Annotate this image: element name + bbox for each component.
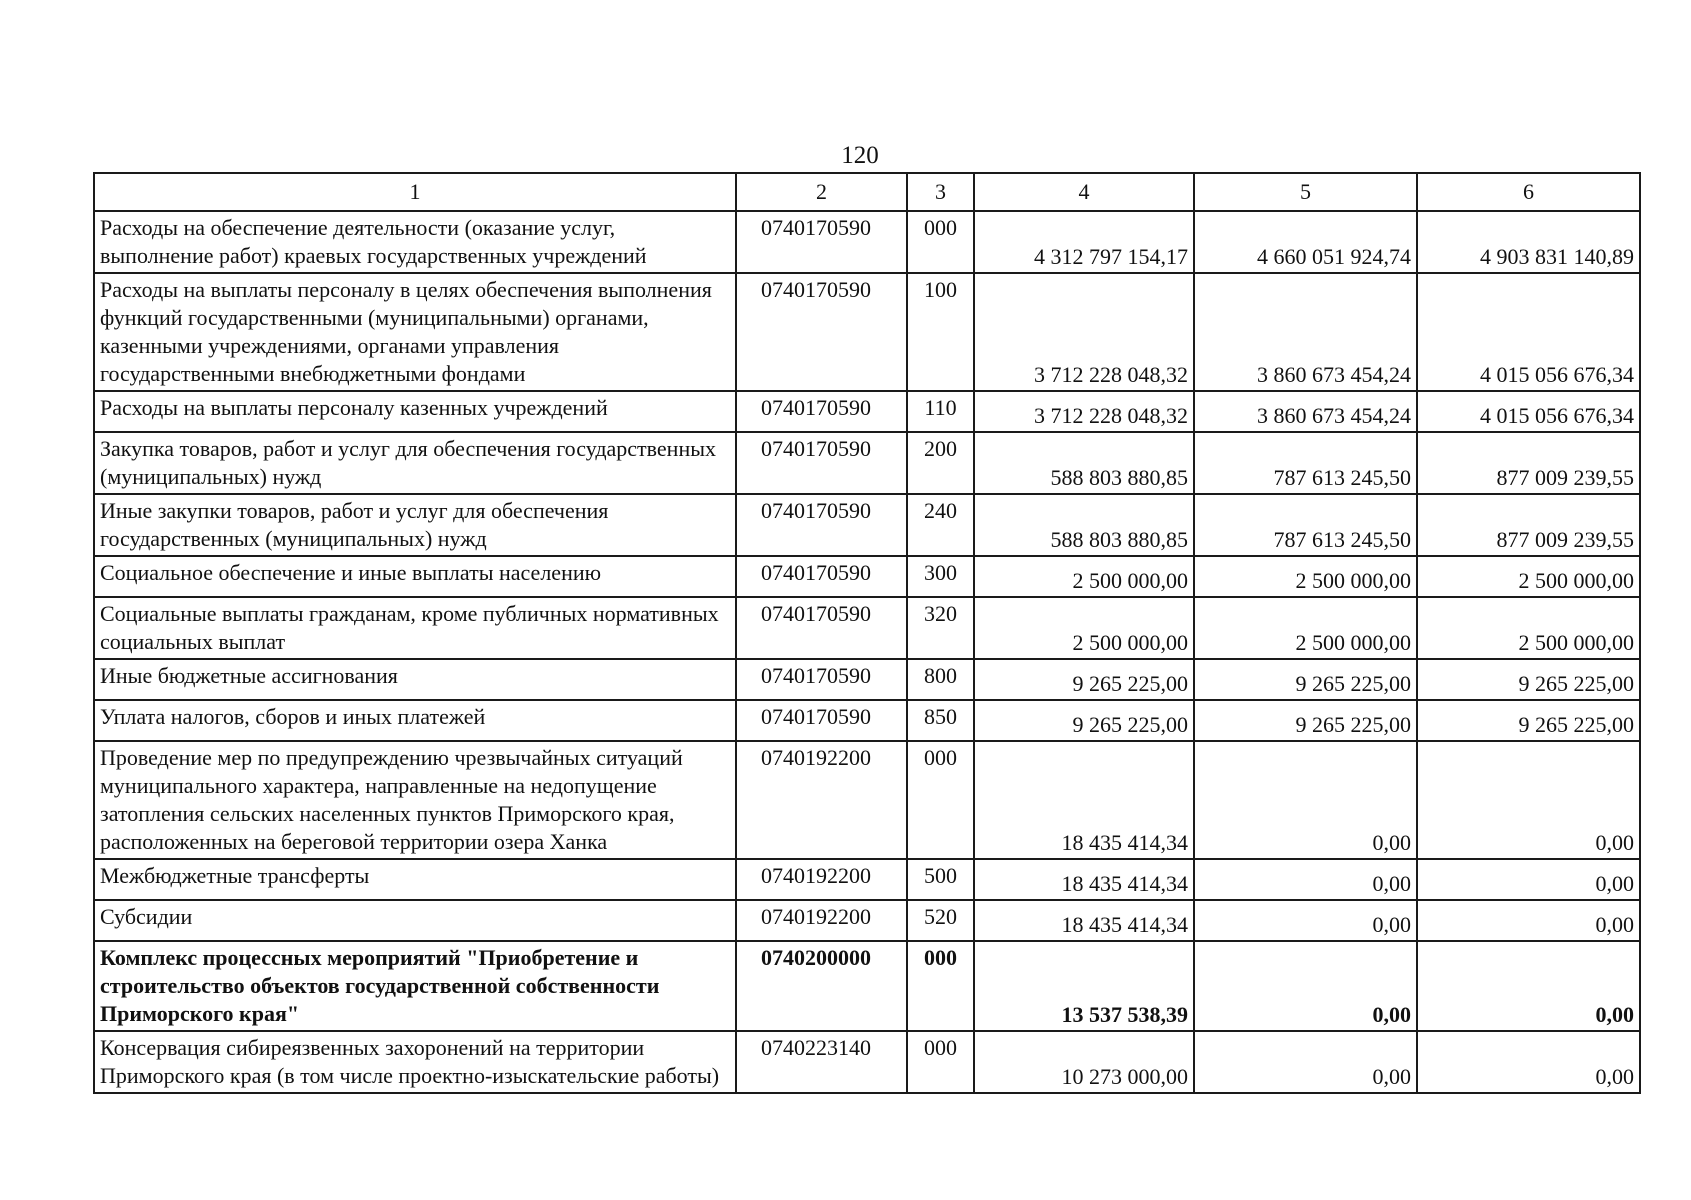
expense-type-code-cell: 520	[907, 900, 974, 941]
table-row	[94, 391, 1640, 432]
table-row	[94, 597, 1640, 659]
target-article-code-cell: 0740170590	[736, 273, 907, 391]
table-row	[94, 211, 1640, 273]
expense-name-cell: Расходы на выплаты персоналу казенных учреждений	[94, 391, 736, 432]
expense-type-code-cell: 000	[907, 941, 974, 1031]
table-row	[94, 741, 1640, 859]
amount-col5-cell: 787 613 245,50	[1194, 432, 1417, 494]
amount-col5-cell: 3 860 673 454,24	[1194, 273, 1417, 391]
expense-name-cell: Консервация сибиреязвенных захоронений на территории Приморского края (в том числе проектно-изыскательские работы)	[94, 1031, 736, 1093]
amount-col4-cell: 9 265 225,00	[974, 659, 1194, 700]
expense-type-code-cell: 000	[907, 741, 974, 859]
table-row	[94, 941, 1640, 1031]
column-header: 1	[94, 173, 736, 211]
amount-col6-cell: 4 015 056 676,34	[1417, 391, 1640, 432]
amount-col6-cell: 2 500 000,00	[1417, 556, 1640, 597]
target-article-code-cell: 0740170590	[736, 432, 907, 494]
expense-name-cell: Субсидии	[94, 900, 736, 941]
amount-col5-cell: 2 500 000,00	[1194, 556, 1417, 597]
target-article-code-cell: 0740200000	[736, 941, 907, 1031]
expense-name-cell: Проведение мер по предупреждению чрезвычайных ситуаций муниципального характера, направленные на недопущение затопления сельских населенных пунктов Приморского края, расположенных на береговой территории озера Ханка	[94, 741, 736, 859]
expense-name-cell: Комплекс процессных мероприятий "Приобретение и строительство объектов государственной собственности Приморского края"	[94, 941, 736, 1031]
amount-col4-cell: 588 803 880,85	[974, 494, 1194, 556]
target-article-code-cell: 0740192200	[736, 741, 907, 859]
amount-col4-cell: 2 500 000,00	[974, 597, 1194, 659]
expense-type-code-cell: 000	[907, 1031, 974, 1093]
amount-col6-cell: 4 015 056 676,34	[1417, 273, 1640, 391]
amount-col6-cell: 0,00	[1417, 859, 1640, 900]
amount-col5-cell: 787 613 245,50	[1194, 494, 1417, 556]
expense-type-code-cell: 800	[907, 659, 974, 700]
amount-col6-cell: 0,00	[1417, 741, 1640, 859]
expense-type-code-cell: 300	[907, 556, 974, 597]
amount-col4-cell: 18 435 414,34	[974, 859, 1194, 900]
amount-col5-cell: 4 660 051 924,74	[1194, 211, 1417, 273]
table-row	[94, 556, 1640, 597]
target-article-code-cell: 0740192200	[736, 900, 907, 941]
expense-name-cell: Социальные выплаты гражданам, кроме публичных нормативных социальных выплат	[94, 597, 736, 659]
amount-col4-cell: 9 265 225,00	[974, 700, 1194, 741]
amount-col6-cell: 9 265 225,00	[1417, 700, 1640, 741]
expense-name-cell: Межбюджетные трансферты	[94, 859, 736, 900]
amount-col4-cell: 13 537 538,39	[974, 941, 1194, 1031]
expense-type-code-cell: 200	[907, 432, 974, 494]
table-row	[94, 700, 1640, 741]
amount-col5-cell: 0,00	[1194, 859, 1417, 900]
expense-name-cell: Закупка товаров, работ и услуг для обеспечения государственных (муниципальных) нужд	[94, 432, 736, 494]
target-article-code-cell: 0740170590	[736, 556, 907, 597]
target-article-code-cell: 0740170590	[736, 494, 907, 556]
amount-col6-cell: 0,00	[1417, 941, 1640, 1031]
amount-col6-cell: 0,00	[1417, 900, 1640, 941]
column-header: 5	[1194, 173, 1417, 211]
table-row	[94, 859, 1640, 900]
target-article-code-cell: 0740170590	[736, 659, 907, 700]
amount-col5-cell: 9 265 225,00	[1194, 659, 1417, 700]
budget-table	[93, 172, 1641, 1094]
target-article-code-cell: 0740170590	[736, 597, 907, 659]
expense-name-cell: Социальное обеспечение и иные выплаты населению	[94, 556, 736, 597]
amount-col6-cell: 0,00	[1417, 1031, 1640, 1093]
target-article-code-cell: 0740170590	[736, 211, 907, 273]
target-article-code-cell: 0740170590	[736, 391, 907, 432]
expense-type-code-cell: 000	[907, 211, 974, 273]
expense-name-cell: Иные закупки товаров, работ и услуг для обеспечения государственных (муниципальных) нужд	[94, 494, 736, 556]
amount-col6-cell: 2 500 000,00	[1417, 597, 1640, 659]
expense-type-code-cell: 500	[907, 859, 974, 900]
amount-col5-cell: 0,00	[1194, 941, 1417, 1031]
expense-type-code-cell: 320	[907, 597, 974, 659]
table-row	[94, 1031, 1640, 1093]
amount-col4-cell: 18 435 414,34	[974, 741, 1194, 859]
target-article-code-cell: 0740192200	[736, 859, 907, 900]
expense-name-cell: Уплата налогов, сборов и иных платежей	[94, 700, 736, 741]
expense-type-code-cell: 240	[907, 494, 974, 556]
column-header: 6	[1417, 173, 1640, 211]
table-row	[94, 900, 1640, 941]
target-article-code-cell: 0740223140	[736, 1031, 907, 1093]
amount-col4-cell: 3 712 228 048,32	[974, 391, 1194, 432]
amount-col5-cell: 0,00	[1194, 741, 1417, 859]
amount-col5-cell: 0,00	[1194, 1031, 1417, 1093]
amount-col6-cell: 877 009 239,55	[1417, 494, 1640, 556]
expense-type-code-cell: 110	[907, 391, 974, 432]
expense-name-cell: Иные бюджетные ассигнования	[94, 659, 736, 700]
amount-col4-cell: 4 312 797 154,17	[974, 211, 1194, 273]
page-number: 120	[841, 142, 879, 169]
table-row	[94, 659, 1640, 700]
column-header: 3	[907, 173, 974, 211]
target-article-code-cell: 0740170590	[736, 700, 907, 741]
column-number-row	[94, 173, 1640, 211]
expense-type-code-cell: 850	[907, 700, 974, 741]
amount-col5-cell: 3 860 673 454,24	[1194, 391, 1417, 432]
amount-col6-cell: 877 009 239,55	[1417, 432, 1640, 494]
table-row	[94, 432, 1640, 494]
expense-type-code-cell: 100	[907, 273, 974, 391]
expense-name-cell: Расходы на обеспечение деятельности (оказание услуг, выполнение работ) краевых государственных учреждений	[94, 211, 736, 273]
amount-col6-cell: 4 903 831 140,89	[1417, 211, 1640, 273]
table-body	[94, 211, 1640, 1093]
column-header: 2	[736, 173, 907, 211]
amount-col4-cell: 18 435 414,34	[974, 900, 1194, 941]
amount-col4-cell: 2 500 000,00	[974, 556, 1194, 597]
amount-col4-cell: 3 712 228 048,32	[974, 273, 1194, 391]
amount-col5-cell: 9 265 225,00	[1194, 700, 1417, 741]
column-header: 4	[974, 173, 1194, 211]
amount-col5-cell: 2 500 000,00	[1194, 597, 1417, 659]
table-row	[94, 494, 1640, 556]
table-row	[94, 273, 1640, 391]
amount-col4-cell: 10 273 000,00	[974, 1031, 1194, 1093]
amount-col5-cell: 0,00	[1194, 900, 1417, 941]
amount-col6-cell: 9 265 225,00	[1417, 659, 1640, 700]
expense-name-cell: Расходы на выплаты персоналу в целях обеспечения выполнения функций государственными (муниципальными) органами, казенными учреждениями, органами управления государственными внебюджетными фондами	[94, 273, 736, 391]
amount-col4-cell: 588 803 880,85	[974, 432, 1194, 494]
